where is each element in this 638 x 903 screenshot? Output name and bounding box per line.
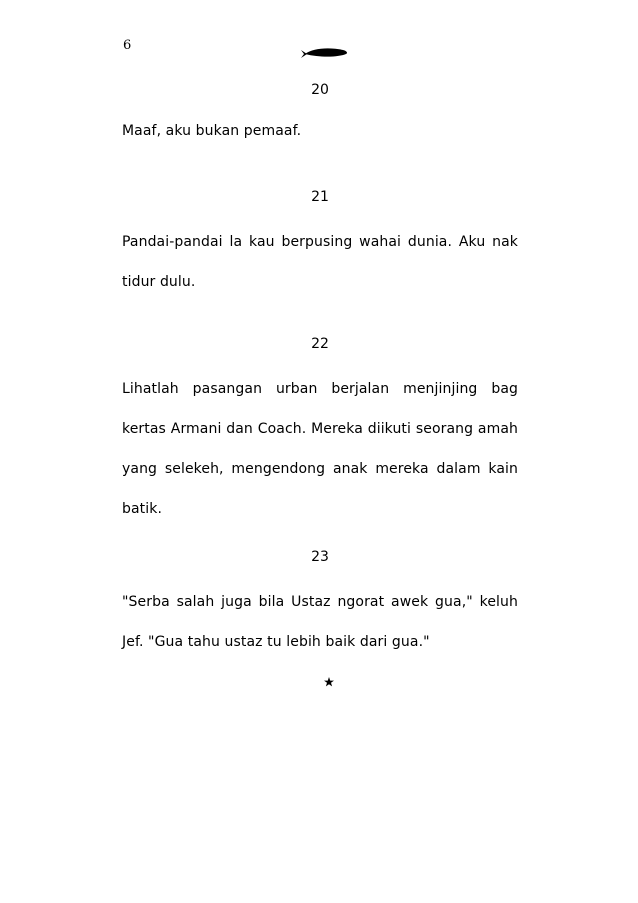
section-number: 21	[311, 189, 329, 205]
page-number: 6	[123, 38, 132, 53]
section-number: 23	[311, 549, 329, 565]
section-22	[122, 334, 518, 529]
section-text: Pandai-pandai la kau berpusing wahai dunia. Aku nak tidur dulu.	[122, 234, 518, 290]
section-21	[122, 187, 518, 302]
section-text: "Serba salah juga bila Ustaz ngorat awek gua," keluh Jef. "Gua tahu ustaz tu lebih baik dari gua."	[122, 594, 518, 650]
section-number: 20	[311, 82, 329, 98]
fish-ornament-icon	[299, 46, 349, 60]
section-text: Lihatlah pasangan urban berjalan menjinjing bag kertas Armani dan Coach. Mereka diikuti seorang amah yang selekeh, mengendong anak mereka dalam kain batik.	[122, 381, 518, 517]
section-20	[122, 80, 518, 151]
crescent-star-icon	[307, 667, 337, 697]
section-23	[122, 547, 518, 662]
section-number: 22	[311, 336, 329, 352]
section-text: Maaf, aku bukan pemaaf.	[122, 123, 302, 139]
